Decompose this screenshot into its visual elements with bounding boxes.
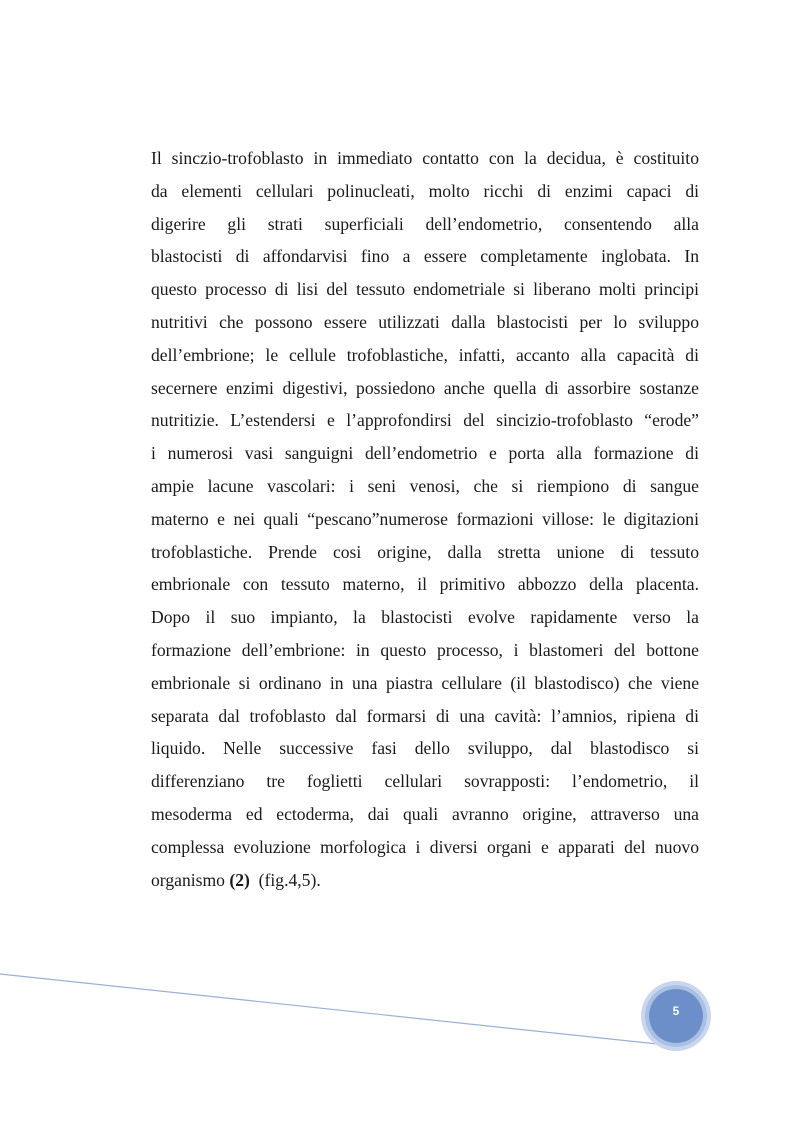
text-line: nutritivi che possono essere utilizzati dalla blastocisti per lo sviluppo [151, 311, 699, 332]
final-line-text: organismo [151, 869, 230, 890]
page-number: 5 [672, 1004, 680, 1018]
figure-reference: (fig.4,5). [249, 869, 321, 890]
text-line: blastocisti di affondarvisi fino a essere completamente inglobata. In [151, 246, 699, 267]
text-line: Il sinczio-trofoblasto in immediato contatto con la decidua, è costituito [151, 148, 699, 168]
text-line: dell’embrione; le cellule trofoblastiche, infatti, accanto alla capacità di [151, 344, 699, 365]
citation-reference: (2) [229, 869, 250, 890]
text-line: embrionale si ordinano in una piastra cellulare (il blastodisco) che viene [151, 672, 699, 693]
text-line: liquido. Nelle successive fasi dello sviluppo, dal blastodisco si [151, 738, 699, 759]
text-line: da elementi cellulari polinucleati, molto ricchi di enzimi capaci di [151, 180, 699, 201]
text-line: mesoderma ed ectoderma, dai quali avranno origine, attraverso una [151, 803, 699, 824]
text-line: separata dal trofoblasto dal formarsi di una cavità: l’amnios, ripiena di [151, 705, 699, 726]
text-line: materno e nei quali “pescano”numerose formazioni villose: le digitazioni [151, 508, 699, 529]
text-line: trofoblastiche. Prende cosi origine, dalla stretta unione di tessuto [151, 541, 699, 562]
text-line: embrionale con tessuto materno, il primitivo abbozzo della placenta. [151, 574, 699, 595]
text-line: Dopo il suo impianto, la blastocisti evolve rapidamente verso la [151, 607, 699, 628]
text-line: formazione dell’embrione: in questo processo, i blastomeri del bottone [151, 639, 699, 660]
text-line: i numerosi vasi sanguigni dell’endometrio e porta alla formazione di [151, 443, 699, 464]
text-line: questo processo di lisi del tessuto endometriale si liberano molti principi [151, 279, 699, 300]
text-line: digerire gli strati superficiali dell’endometrio, consentendo alla [151, 213, 699, 234]
footer-rule-line [0, 974, 676, 1046]
text-line: nutritizie. L’estendersi e l’approfondirsi del sincizio-trofoblasto “erode” [151, 410, 699, 431]
text-line: differenziano tre foglietti cellulari sovrapposti: l’endometrio, il [151, 771, 699, 792]
text-line: complessa evoluzione morfologica i diversi organi e apparati del nuovo [151, 836, 699, 857]
text-line: ampie lacune vascolari: i seni venosi, che si riempiono di sangue [151, 475, 699, 496]
text-line: secernere enzimi digestivi, possiedono anche quella di assorbire sostanze [151, 377, 699, 398]
